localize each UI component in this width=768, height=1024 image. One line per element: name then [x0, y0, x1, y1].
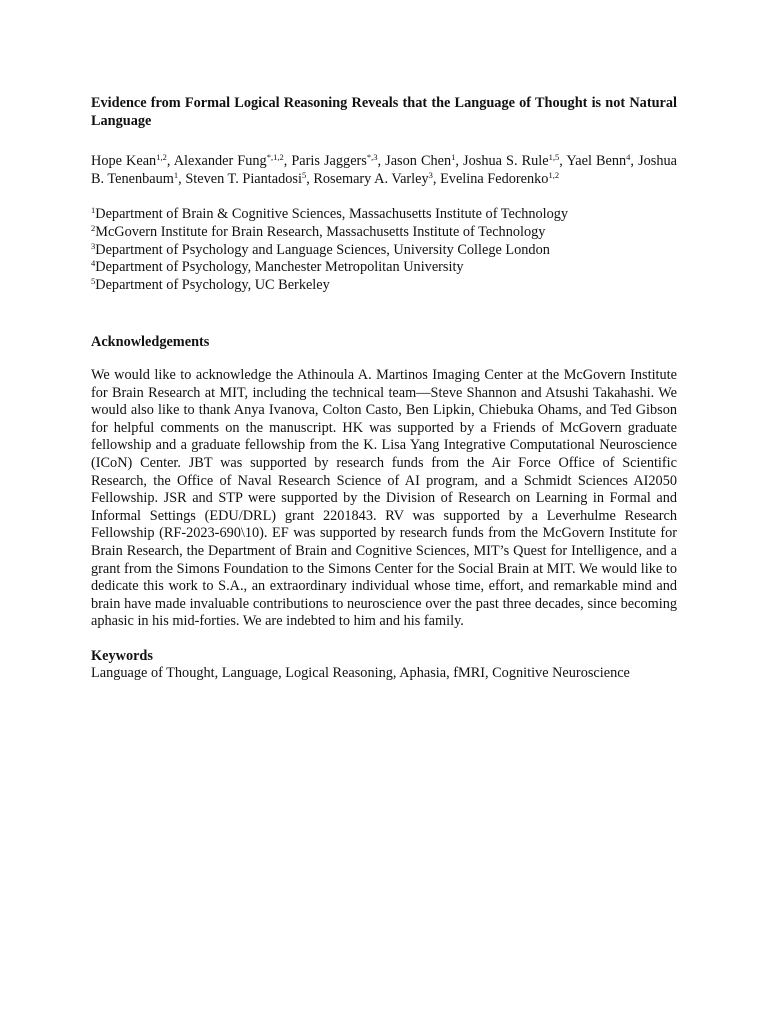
- author: Paris Jaggers$^{*,3}$: [291, 152, 378, 169]
- author: Steven T. Piantadosi$^5$: [185, 170, 307, 187]
- author-list: Hope Kean$^{1,2}$, Alexander Fung$^{*,1,2}$, Paris Jaggers$^{*,3}$, Jason Chen$^1$, Joshua S. Rule$^{1,5}$, Yael Benn$^4$, Joshua B. Tenenbaum$^1$, Steven T. Piantadosi$^5$, Rosemary A. Varley$^3$, Evelina Fedorenko$^{1,2}$: [91, 152, 677, 187]
- author: Alexander Fung$^{*,1,2}$: [173, 152, 284, 169]
- affiliation: $^1$Department of Brain & Cognitive Sciences, Massachusetts Institute of Technology: [91, 205, 569, 222]
- author: Yael Benn$^4$: [566, 152, 631, 169]
- affiliation: $^2$McGovern Institute for Brain Research, Massachusetts Institute of Technology: [91, 222, 546, 240]
- affiliation: $^3$Department of Psychology and Language Sciences, University College London: [91, 240, 550, 258]
- author: Joshua S. Rule$^{1,5}$: [463, 152, 560, 169]
- affiliation: $^4$Department of Psychology, Manchester Metropolitan University: [91, 258, 464, 276]
- author: Evelina Fedorenko$^{1,2}$: [440, 170, 560, 187]
- author: Hope Kean$^{1,2}$: [91, 152, 167, 169]
- affiliation: $^5$Department of Psychology, UC Berkeley: [91, 276, 330, 294]
- paper-title: Evidence from Formal Logical Reasoning Reveals that the Language of Thought is not Natural Language: [91, 95, 677, 129]
- author: Joshua B. Tenenbaum$^1$: [91, 153, 677, 187]
- author: Jason Chen$^1$: [385, 152, 456, 169]
- acknowledgements-heading: Acknowledgements: [91, 333, 210, 350]
- acknowledgements-body: We would like to acknowledge the Athinoula A. Martinos Imaging Center at the McGovern Institute for Brain Research at MIT, including the technical team—Steve Shannon and Atsushi Takahashi. We would also like to thank Anya Ivanova, Colton Casto, Ben Lipkin, Chiebuka Ohams, and Ted Gibson for helpful comments on the manuscript. HK was supported by a Friends of McGovern graduate fellowship and a graduate fellowship from the K. Lisa Yang Integrative Computational Neuroscience (ICoN) Center. JBT was supported by research funds from the Air Force Office of Scientific Research, the Office of Naval Research Science of AI program, and a Schmidt Sciences AI2050 Fellowship. JSR and STP were supported by the Division of Research on Learning in Formal and Informal Settings (EDU/DRL) grant 2201843. RV was supported by a Leverhulme Research Fellowship (RF-2023-690\10). EF was supported by research funds from the McGovern Institute for Brain Research, the Department of Brain and Cognitive Sciences, MIT’s Quest for Intelligence, and a grant from the Simons Foundation to the Simons Center for the Social Brain at MIT. We would like to dedicate this work to S.A., an extraordinary individual whose time, effort, and remarkable mind and brain have made invaluable contributions to neuroscience over the past three decades, since becoming aphasic in his mid-forties. We are indebted to him and his family.: [91, 366, 677, 630]
- author: Rosemary A. Varley$^3$: [313, 170, 433, 187]
- keywords-body: Language of Thought, Language, Logical Reasoning, Aphasia, fMRI, Cognitive Neuroscience: [91, 664, 630, 681]
- affiliation-list: [91, 206, 677, 295]
- keywords-heading: Keywords: [91, 647, 153, 664]
